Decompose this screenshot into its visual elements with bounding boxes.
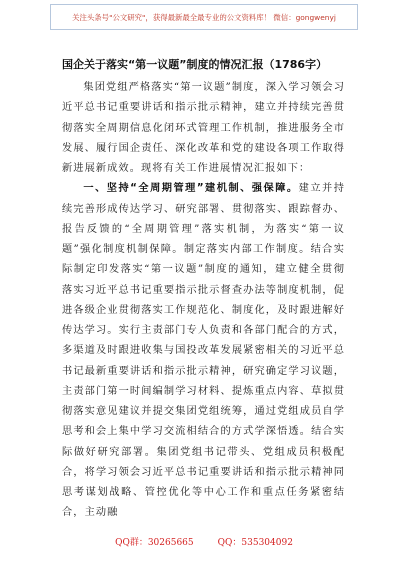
promo-banner: 关注头条号"公文研究"，获得最新最全最专业的公文资料库！ 微信：gongwenyj: [50, 4, 358, 30]
intro-paragraph: 集团党组严格落实“第一议题”制度，深入学习领会习近平总书记重要讲话和指示批示精神，建立并持续完善贯彻落实全周期信息化闭环式管理工作机制，推进服务全市发展、履行国企责任、深化改革和党的建设各项工作取得新进展新成效。现将有关工作进展情况汇报如下：: [62, 82, 345, 174]
footer-qq: QQ：535304092: [217, 538, 293, 548]
section-1-body: 建立并持续完善形成传达学习、研究部署、贯彻落实、跟踪督办、报告反馈的“全周期管理”落实机制，为落实“第一议题”强化制度机制保障。制定落实内部工作制度。结合实际制定印发落实“第一议题”制度的通知，建立健全贯彻落实习近平总书记重要指示批示督查办法等制度机制，促进各级企业贯彻落实工作规范化、制度化，及时跟进解好传达学习。实行主责部门专人负责和各部门配合的方式，多渠道及时跟进收集与国投改革发展紧密相关的习近平总书记最新重要讲话和指示批示精神，研究确定学习议题，主责部门第一时间编制学习材料、提炼重点内容、草拟贯彻落实意见建议并提交集团党组统筹，通过党组成员自学思考和会上集中学习交流相结合的方式学深悟透。结合实际做好研究部署。集团党组书记带头、党组成员积极配合，将学习领会习近平总书记重要讲话和指示批示精神同思考谋划战略、管控优化等中心工作和重点任务紧密结合，主动融: [62, 183, 345, 519]
footer-qq-group: QQ群：30265665: [115, 538, 194, 548]
page-footer: [0, 535, 408, 548]
section-1-heading: 一、坚持“全周期管理”建机制、强保障。: [83, 183, 299, 195]
section-1-paragraph: [62, 179, 345, 523]
document-body: [62, 78, 345, 524]
document-title: 国企关于落实“第一议题”制度的情况汇报（1786字）: [62, 58, 328, 71]
